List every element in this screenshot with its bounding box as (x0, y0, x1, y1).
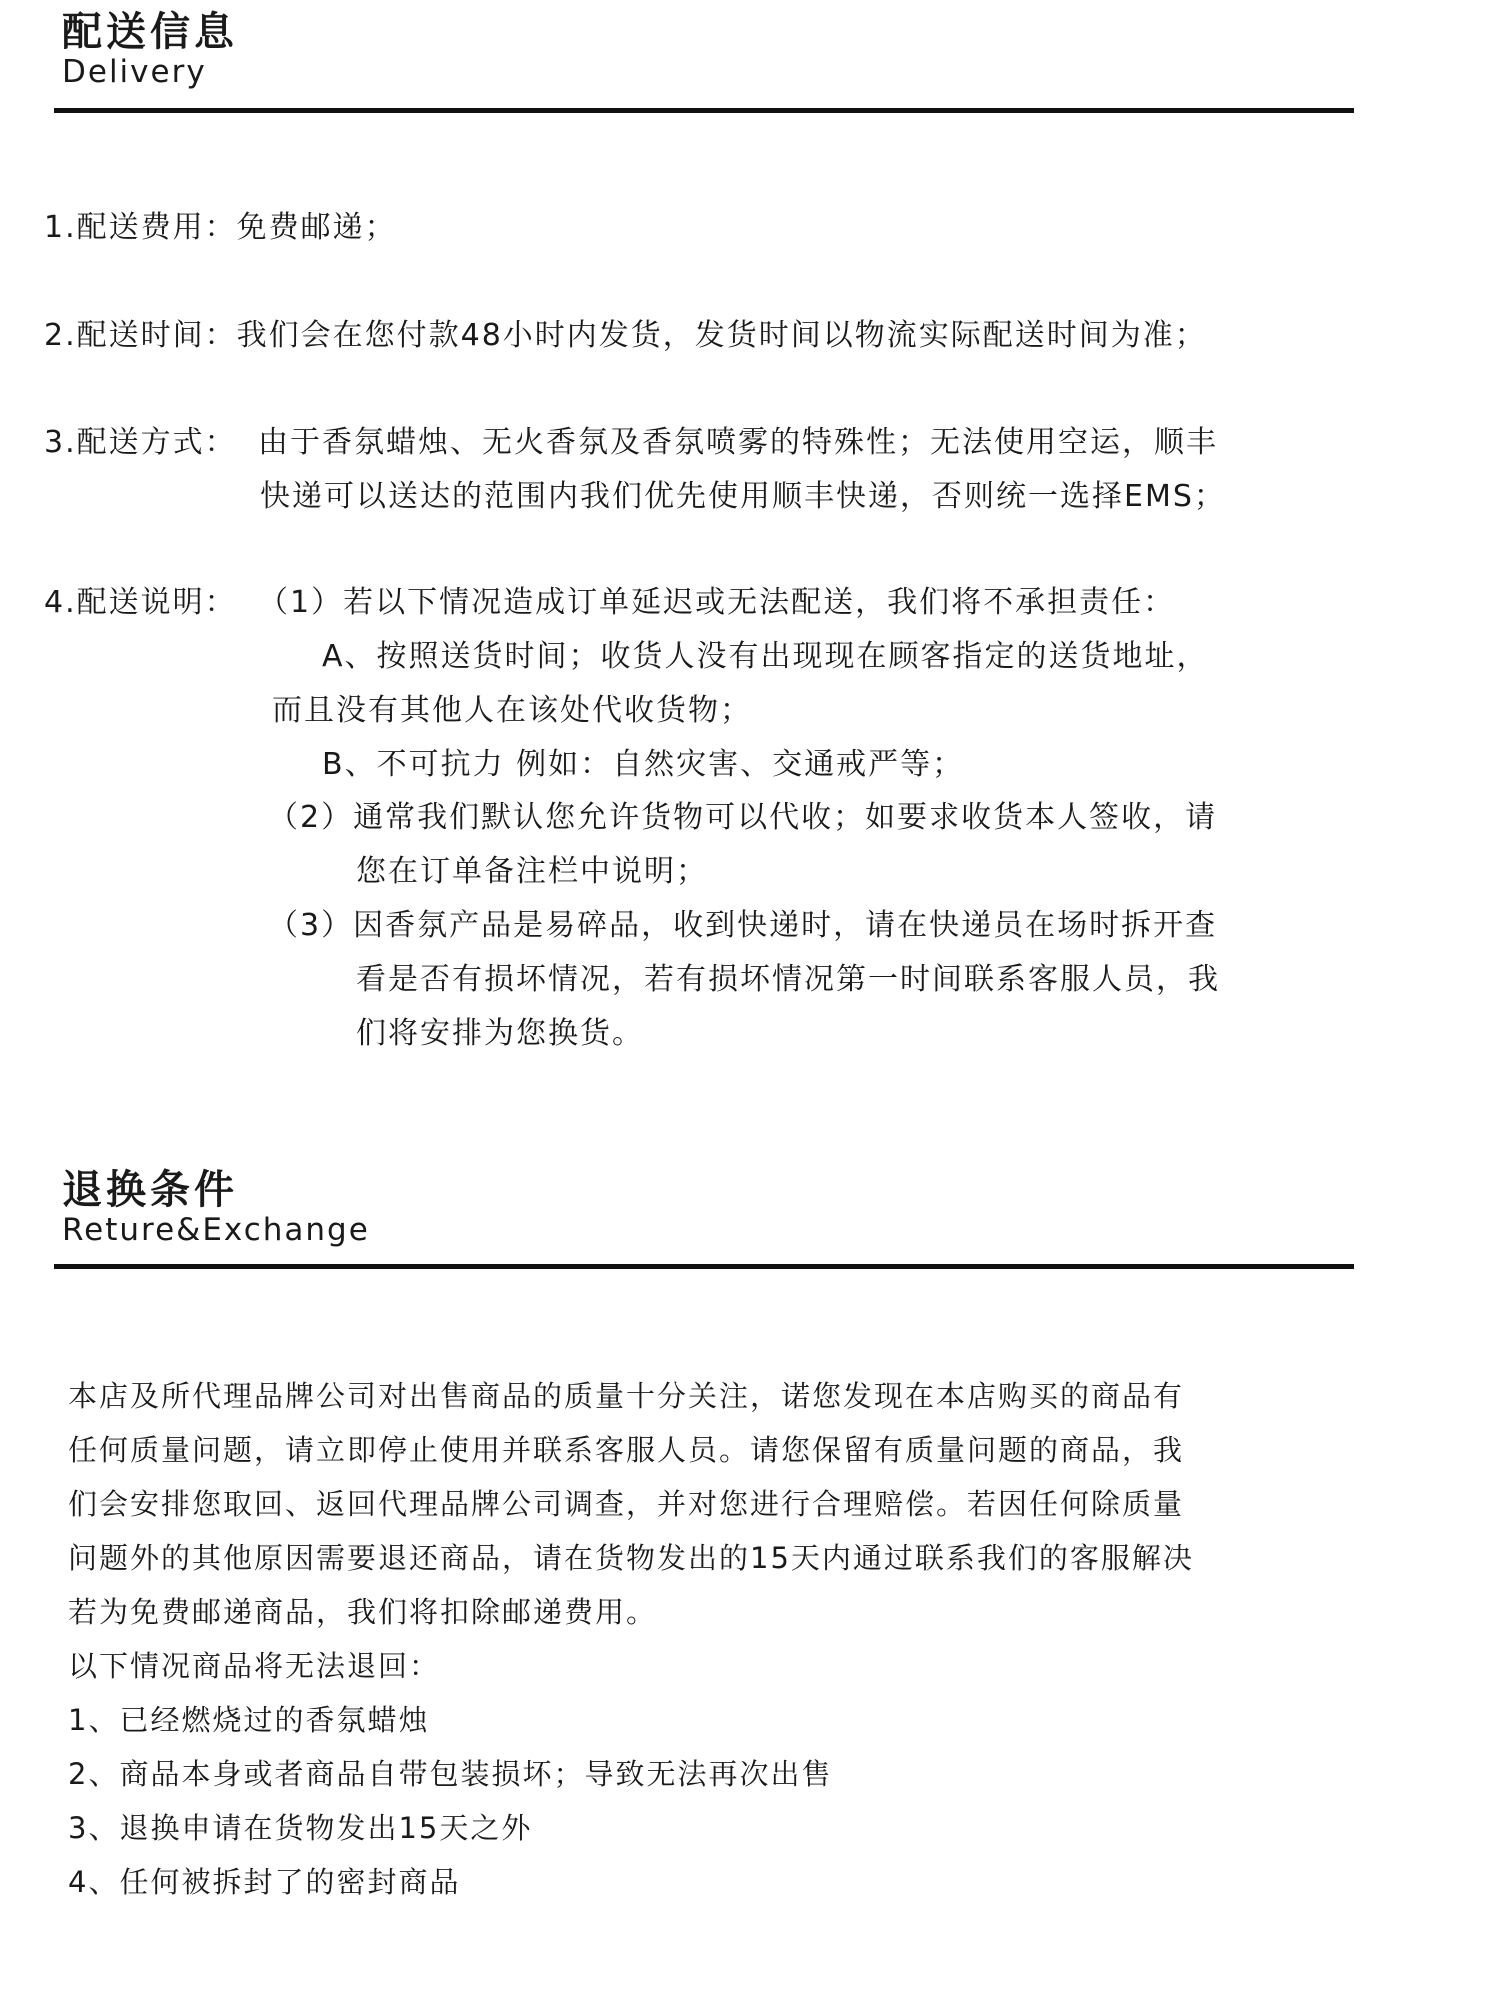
returns-paragraph-line-3: 们会安排您取回、返回代理品牌公司调查，并对您进行合理赔偿。若因任何除质量 (68, 1487, 1185, 1521)
delivery-note-2-line1: （2）通常我们默认您允许货物可以代收；如要求收货本人签收，请 (268, 800, 1218, 835)
delivery-time-label: 2.配送时间： (44, 318, 237, 353)
delivery-item-1 (44, 202, 397, 246)
delivery-note-3-line3: 们将安排为您换货。 (356, 1016, 644, 1051)
returns-divider (54, 1264, 1354, 1269)
delivery-notes-label: 4.配送说明： (44, 585, 237, 620)
returns-list-item: 1、已经燃烧过的香氛蜡烛 (68, 1703, 430, 1737)
returns-paragraph-line-2: 任何质量问题，请立即停止使用并联系客服人员。请您保留有质量问题的商品，我 (68, 1433, 1185, 1467)
returns-subtitle: Reture&Exchange (62, 1212, 370, 1248)
delivery-method-line2: 快递可以送达的范围内我们优先使用顺丰快递，否则统一选择EMS； (260, 479, 1226, 514)
returns-list-item: 3、退换申请在货物发出15天之外 (68, 1811, 533, 1845)
delivery-fee-label: 1.配送费用： (44, 210, 237, 245)
returns-title: 退换条件 (62, 1167, 238, 1213)
delivery-subtitle: Delivery (62, 54, 207, 90)
delivery-method-label: 3.配送方式： (44, 425, 237, 460)
returns-list-intro: 以下情况商品将无法退回： (68, 1649, 441, 1683)
delivery-note-1b: B、不可抗力 例如：自然灾害、交通戒严等； (322, 747, 965, 782)
delivery-title: 配送信息 (62, 9, 238, 55)
returns-paragraph-line-4: 问题外的其他原因需要退还商品，请在货物发出的15天内通过联系我们的客服解决 (68, 1541, 1194, 1575)
delivery-method-line1: 由于香氛蜡烛、无火香氛及香氛喷雾的特殊性；无法使用空运，顺丰 (258, 425, 1218, 460)
delivery-note-1a-line1: A、按照送货时间；收货人没有出现现在顾客指定的送货地址， (322, 639, 1209, 674)
returns-list-item: 2、商品本身或者商品自带包装损坏；导致无法再次出售 (68, 1757, 833, 1791)
delivery-time-text: 我们会在您付款48小时内发货，发货时间以物流实际配送时间为准； (236, 318, 1207, 353)
returns-list-item: 4、任何被拆封了的密封商品 (68, 1865, 461, 1899)
delivery-note-1: （1）若以下情况造成订单延迟或无法配送，我们将不承担责任： (258, 585, 1176, 620)
delivery-fee-text: 免费邮递； (236, 210, 397, 245)
delivery-note-3-line1: （3）因香氛产品是易碎品，收到快递时，请在快递员在场时拆开查 (268, 908, 1218, 943)
delivery-note-3-line2: 看是否有损坏情况，若有损坏情况第一时间联系客服人员，我 (356, 962, 1220, 997)
delivery-note-1a-line2: 而且没有其他人在该处代收货物； (272, 693, 752, 728)
delivery-divider (54, 108, 1354, 113)
returns-paragraph-line-1: 本店及所代理品牌公司对出售商品的质量十分关注，诺您发现在本店购买的商品有 (68, 1379, 1185, 1413)
delivery-note-2-line2: 您在订单备注栏中说明； (356, 854, 708, 889)
returns-paragraph-line-5: 若为免费邮递商品，我们将扣除邮递费用。 (68, 1595, 658, 1629)
delivery-item-2 (44, 310, 1207, 354)
